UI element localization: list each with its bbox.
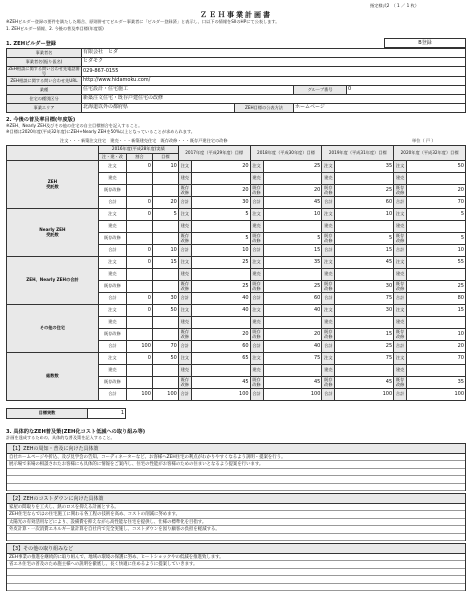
measure-box-3-line xyxy=(7,576,465,583)
target-value-cell: 10 xyxy=(407,245,466,257)
ratio-2016-cell: 0 xyxy=(127,161,153,173)
section-2-title: 2. 今後の普及率目標(年度版) xyxy=(6,117,76,123)
type-cell: 既存改修 xyxy=(394,329,407,341)
target-2016-cell xyxy=(152,173,178,185)
target-2016-cell: 15 xyxy=(152,257,178,269)
measure-box-3-title: 【3】その他の取り組みなど xyxy=(7,544,465,554)
type-cell: 既存改修 xyxy=(250,185,263,197)
type-cell: 合計 xyxy=(98,197,126,209)
group-label: Nearly ZEH 受託数 xyxy=(7,209,99,257)
type-cell: 建売 xyxy=(98,365,126,377)
type-cell: 合計 xyxy=(394,293,407,305)
ratio-2016-cell: 100 xyxy=(127,341,153,353)
measure-box-1-line: 自社ホームページや折込、及び見学会の告知、コーディネーターなど、お客様へZEH住宅の利点がわかりやすくなるよう説明・提案を行う。 xyxy=(7,454,465,461)
type-cell: 合計 xyxy=(394,389,407,401)
target-value-cell xyxy=(407,365,466,377)
targets-table xyxy=(6,145,466,401)
type-cell: 建売 xyxy=(394,269,407,281)
target-value-cell: 40 xyxy=(191,293,250,305)
type-cell: 建売 xyxy=(250,173,263,185)
measure-box-3-line xyxy=(7,584,465,591)
type-cell: 既存改修 xyxy=(322,329,335,341)
measure-box-2 xyxy=(6,493,466,541)
ratio-2016-cell xyxy=(127,233,153,245)
target-row xyxy=(7,257,466,269)
target-value-cell: 70 xyxy=(407,353,466,365)
type-cell: 建売 xyxy=(178,365,191,377)
type-cell: 注文 xyxy=(322,305,335,317)
target-value-cell: 5 xyxy=(191,209,250,221)
target-value-cell: 30 xyxy=(335,305,394,317)
type-cell: 合計 xyxy=(250,293,263,305)
target-value-cell: 100 xyxy=(407,389,466,401)
target-value-cell: 25 xyxy=(191,281,250,293)
year-2016-header: 2016年度(平成28年度)実績 xyxy=(98,146,178,154)
target-value-cell: 30 xyxy=(335,281,394,293)
label-area: 事業エリア xyxy=(7,104,82,113)
target-value-cell: 15 xyxy=(407,305,466,317)
year-2018-header: 2018年度（平成30年度）目標 xyxy=(250,146,322,161)
target-value-cell xyxy=(191,365,250,377)
form-number: 指定様式2 （ 1 ／ 1 枚） xyxy=(370,3,419,8)
type-cell: 注文 xyxy=(98,353,126,365)
measure-box-2-title: 【2】ZEHのコストダウンに向けた具体策 xyxy=(7,494,465,504)
type-cell: 注文 xyxy=(178,257,191,269)
target-value-cell: 55 xyxy=(407,257,466,269)
sub-header-target: 目標 xyxy=(152,154,178,161)
target-value-cell: 45 xyxy=(263,197,322,209)
target-value-cell: 25 xyxy=(335,185,394,197)
ratio-2016-cell xyxy=(127,329,153,341)
label-housing-type: 住宅の種別区分 xyxy=(7,95,82,104)
type-cell: 建売 xyxy=(98,317,126,329)
target-value-cell: 35 xyxy=(335,161,394,173)
target-value-cell: 15 xyxy=(263,245,322,257)
type-cell: 合計 xyxy=(178,197,191,209)
ratio-2016-cell: 0 xyxy=(127,209,153,221)
target-2016-cell: 5 xyxy=(152,209,178,221)
type-cell: 既存改修 xyxy=(98,233,126,245)
type-cell: 既存改修 xyxy=(178,329,191,341)
target-value-cell: 20 xyxy=(263,185,322,197)
target-row xyxy=(7,161,466,173)
type-cell: 合計 xyxy=(322,341,335,353)
measure-box-2-line: 太陽光の有効活用などにより、設備費を抑えながら高性能な住宅を提供し、仕様の標準化を目指す。 xyxy=(7,519,465,526)
type-cell: 合計 xyxy=(98,245,126,257)
target-value-cell: 20 xyxy=(191,161,250,173)
type-cell: 注文 xyxy=(250,257,263,269)
target-value-cell xyxy=(191,269,250,281)
target-value-cell: 35 xyxy=(407,377,466,389)
target-value-cell: 100 xyxy=(263,389,322,401)
target-value-cell xyxy=(407,221,466,233)
type-cell: 建売 xyxy=(394,317,407,329)
type-cell: 注文 xyxy=(394,209,407,221)
type-cell: 建売 xyxy=(322,365,335,377)
type-cell: 既存改修 xyxy=(322,377,335,389)
target-value-cell xyxy=(335,365,394,377)
year-2020-header: 2020年度（平成32年度）目標 xyxy=(394,146,466,161)
target-2016-cell: 20 xyxy=(152,197,178,209)
type-cell: 建売 xyxy=(250,221,263,233)
measure-box-2-line: 外皮計算・一次消費エネルギー量計算を自社内で完全実施し、コストダウンを図り顧客の負担を軽減する。 xyxy=(7,526,465,533)
value-phone: 029-867-0155 xyxy=(82,67,466,77)
page-indicator: （ 1 ／ 1 枚） xyxy=(393,3,419,8)
type-cell: 合計 xyxy=(250,197,263,209)
target-2016-cell: 50 xyxy=(152,305,178,317)
type-cell: 合計 xyxy=(322,389,335,401)
target-value-cell xyxy=(407,317,466,329)
type-cell: 建売 xyxy=(394,365,407,377)
value-area: 北海道以外の都府県 xyxy=(82,104,235,113)
type-cell: 既存改修 xyxy=(250,377,263,389)
type-cell: 合計 xyxy=(178,341,191,353)
target-2016-cell xyxy=(152,377,178,389)
type-cell: 合計 xyxy=(394,245,407,257)
target-value-cell: 40 xyxy=(263,305,322,317)
ratio-2016-cell: 0 xyxy=(127,305,153,317)
value-kana: ヒダモク xyxy=(82,58,466,67)
type-cell: 注文 xyxy=(250,305,263,317)
type-cell: 注文 xyxy=(178,161,191,173)
registration-badge: B登録 xyxy=(384,38,466,48)
section-2-note-2: ※目標は2020年度(平成32年度)にZEH+Nearly ZEHを50%以上となっていることが求められます。 xyxy=(6,129,195,134)
type-cell: 合計 xyxy=(394,197,407,209)
label-kana: 事業者名(振り仮名) xyxy=(7,58,82,67)
type-cell: 既存改修 xyxy=(98,329,126,341)
measure-box-2-line: ZEH住宅ならではの住宅施工に関わる各工程の技術を高め、コストの削減に努めます。 xyxy=(7,511,465,518)
section-3-title: 3. 具体的なZEH普及策(ZEH化コスト低減への取り組み等) xyxy=(6,429,146,435)
ratio-2016-cell xyxy=(127,221,153,233)
type-cell: 注文 xyxy=(394,353,407,365)
type-cell: 建売 xyxy=(178,221,191,233)
type-cell: 注文 xyxy=(178,209,191,221)
target-value-cell: 20 xyxy=(191,329,250,341)
type-cell: 注文 xyxy=(322,209,335,221)
page-title: ＺＥＨ事業計画書 xyxy=(200,11,272,19)
target-value-cell xyxy=(335,221,394,233)
target-value-cell: 50 xyxy=(407,161,466,173)
target-value-cell xyxy=(335,269,394,281)
target-value-cell: 40 xyxy=(263,341,322,353)
type-cell: 建売 xyxy=(322,221,335,233)
target-value-cell: 65 xyxy=(191,353,250,365)
ratio-2016-cell xyxy=(127,317,153,329)
group-label: ZEH、Nearly ZEHの合計 xyxy=(7,257,99,305)
target-value-cell xyxy=(335,317,394,329)
target-2016-cell xyxy=(152,281,178,293)
label-pub: ZEH目標の公表方法 xyxy=(235,104,294,113)
type-cell: 既存改修 xyxy=(178,281,191,293)
measure-box-3-line xyxy=(7,569,465,576)
measure-box-3 xyxy=(6,543,466,591)
type-cell: 建売 xyxy=(178,173,191,185)
target-value-cell: 80 xyxy=(407,293,466,305)
type-cell: 注文 xyxy=(98,161,126,173)
target-value-cell: 5 xyxy=(335,233,394,245)
target-value-cell: 20 xyxy=(407,185,466,197)
type-cell: 合計 xyxy=(322,293,335,305)
total-value: 1 xyxy=(88,409,126,419)
target-value-cell: 60 xyxy=(335,197,394,209)
measure-box-1-line xyxy=(7,484,465,491)
target-value-cell: 35 xyxy=(263,257,322,269)
target-value-cell: 25 xyxy=(191,257,250,269)
target-value-cell: 5 xyxy=(263,233,322,245)
target-value-cell: 10 xyxy=(263,209,322,221)
type-cell: 注文 xyxy=(322,161,335,173)
type-cell: 建売 xyxy=(98,173,126,185)
target-value-cell: 25 xyxy=(263,281,322,293)
target-value-cell: 45 xyxy=(191,377,250,389)
total-row xyxy=(6,408,126,419)
type-cell: 建売 xyxy=(322,317,335,329)
label-url: ZEH相談に関する問い合わせ先URL xyxy=(7,77,82,86)
type-cell: 建売 xyxy=(394,221,407,233)
type-cell: 合計 xyxy=(250,341,263,353)
target-2016-cell: 50 xyxy=(152,353,178,365)
type-cell: 既存改修 xyxy=(250,233,263,245)
type-cell: 合計 xyxy=(322,197,335,209)
value-url: http://www.hidamoku.com/ xyxy=(82,77,466,86)
type-cell: 注文 xyxy=(178,353,191,365)
type-cell: 合計 xyxy=(178,245,191,257)
target-2016-cell xyxy=(152,365,178,377)
ratio-2016-cell xyxy=(127,269,153,281)
value-group: 0 xyxy=(347,86,466,95)
target-2016-cell: 30 xyxy=(152,293,178,305)
target-value-cell: 20 xyxy=(191,185,250,197)
target-value-cell: 75 xyxy=(263,353,322,365)
target-2016-cell: 10 xyxy=(152,161,178,173)
type-cell: 既存改修 xyxy=(322,233,335,245)
ratio-2016-cell: 100 xyxy=(127,389,153,401)
type-cell: 既存改修 xyxy=(98,185,126,197)
builder-info-table xyxy=(6,48,466,113)
measure-box-1-line xyxy=(7,469,465,476)
type-cell: 既存改修 xyxy=(178,377,191,389)
target-value-cell: 20 xyxy=(263,329,322,341)
measure-box-3-line: ZEH事業の推進を継続的に取り組んで、地域の環境の保護に努め、ヒートショックやの低減を推進致します。 xyxy=(7,554,465,561)
target-row xyxy=(7,305,466,317)
target-value-cell: 75 xyxy=(335,353,394,365)
type-cell: 建売 xyxy=(98,269,126,281)
type-cell: 注文 xyxy=(98,209,126,221)
target-value-cell xyxy=(191,317,250,329)
type-cell: 注文 xyxy=(98,305,126,317)
group-label: ZEH 受託数 xyxy=(7,161,99,209)
type-cell: 合計 xyxy=(322,245,335,257)
type-cell: 既存改修 xyxy=(98,281,126,293)
target-value-cell: 100 xyxy=(335,389,394,401)
measure-box-1-title: 【1】ZEHの周知・普及に向けた具体策 xyxy=(7,444,465,454)
type-cell: 注文 xyxy=(250,161,263,173)
type-cell: 既存改修 xyxy=(250,329,263,341)
target-value-cell: 5 xyxy=(191,233,250,245)
ratio-2016-cell xyxy=(127,365,153,377)
type-cell: 合計 xyxy=(98,293,126,305)
type-cell: 合計 xyxy=(250,389,263,401)
ratio-2016-cell xyxy=(127,281,153,293)
type-cell: 建売 xyxy=(250,317,263,329)
total-label: 目標実数 xyxy=(7,409,88,419)
ratio-2016-cell: 0 xyxy=(127,353,153,365)
target-value-cell: 45 xyxy=(335,377,394,389)
type-cell: 既存改修 xyxy=(394,233,407,245)
target-value-cell xyxy=(407,173,466,185)
target-row xyxy=(7,209,466,221)
intro-note-2: 1. ZEHビルダー情報、2. 今後の普及率目標(年度版) xyxy=(6,26,104,31)
intro-note: ※ZEHビルダー登録の要件を満たした場合、原則併せてビルダー事業者に「ビルダー登録済」と表示し、口以下の情報をSIIのHPにて公表します。 xyxy=(6,19,280,24)
type-cell: 建売 xyxy=(394,173,407,185)
target-value-cell: 45 xyxy=(263,377,322,389)
type-cell: 注文 xyxy=(322,353,335,365)
type-cell: 建売 xyxy=(98,221,126,233)
target-value-cell xyxy=(263,365,322,377)
group-label: 総数数 xyxy=(7,353,99,401)
type-cell: 注文 xyxy=(250,353,263,365)
target-value-cell: 75 xyxy=(335,293,394,305)
year-2017-header: 2017年度（平成29年度）目標 xyxy=(178,146,250,161)
type-cell: 既存改修 xyxy=(394,281,407,293)
measure-box-1-line xyxy=(7,476,465,483)
target-value-cell: 100 xyxy=(191,389,250,401)
target-value-cell xyxy=(191,173,250,185)
type-cell: 建売 xyxy=(250,365,263,377)
target-value-cell xyxy=(263,221,322,233)
target-value-cell: 25 xyxy=(263,161,322,173)
type-cell: 建売 xyxy=(322,269,335,281)
targets-corner xyxy=(7,146,99,161)
target-value-cell xyxy=(263,317,322,329)
value-housing-type: 新築注文住宅・既存戸建住宅の改修 xyxy=(82,95,466,104)
unit-label: 単位（ 戸 ） xyxy=(412,138,436,143)
target-value-cell: 25 xyxy=(335,341,394,353)
type-cell: 合計 xyxy=(394,341,407,353)
type-cell: 既存改修 xyxy=(322,281,335,293)
type-cell: 既存改修 xyxy=(178,233,191,245)
target-value-cell: 30 xyxy=(191,197,250,209)
label-business: 業種 xyxy=(7,86,82,95)
type-legend: 注文・・・新築注文住宅 建売・・・新築建売住宅 既存改修・・・既存戸建住宅の改修 xyxy=(60,138,228,143)
type-cell: 既存改修 xyxy=(250,281,263,293)
type-cell: 建売 xyxy=(250,269,263,281)
target-2016-cell xyxy=(152,221,178,233)
section-1-title: 1. ZEHビルダー登録 xyxy=(6,41,56,47)
ratio-2016-cell xyxy=(127,173,153,185)
label-company: 事業者名 xyxy=(7,49,82,58)
target-value-cell xyxy=(263,269,322,281)
target-value-cell: 10 xyxy=(335,209,394,221)
ratio-2016-cell: 0 xyxy=(127,197,153,209)
type-cell: 既存改修 xyxy=(394,377,407,389)
target-value-cell xyxy=(335,173,394,185)
label-phone: ZEH相談に関する問い合わせ先電話番号 xyxy=(8,66,80,76)
section-2-note-1: ※ZEH、Nearly ZEH及びその他の住宅の自主目標割合を記入すること。 xyxy=(6,123,143,128)
type-cell: 建売 xyxy=(322,173,335,185)
target-2016-cell: 70 xyxy=(152,341,178,353)
target-value-cell xyxy=(407,269,466,281)
type-cell: 注文 xyxy=(250,209,263,221)
target-value-cell xyxy=(191,221,250,233)
target-value-cell: 20 xyxy=(407,341,466,353)
type-cell: 注文 xyxy=(394,257,407,269)
label-group: グループ番号 xyxy=(294,86,347,95)
target-value-cell: 10 xyxy=(191,245,250,257)
target-value-cell: 70 xyxy=(407,197,466,209)
ratio-2016-cell: 0 xyxy=(127,293,153,305)
type-cell: 合計 xyxy=(178,389,191,401)
type-cell: 既存改修 xyxy=(322,185,335,197)
target-value-cell: 60 xyxy=(191,341,250,353)
sub-header-ratio: 割合 xyxy=(127,154,153,161)
target-value-cell: 5 xyxy=(407,233,466,245)
target-2016-cell: 100 xyxy=(152,389,178,401)
type-cell: 注文 xyxy=(178,305,191,317)
ratio-2016-cell: 0 xyxy=(127,257,153,269)
measure-box-2-line xyxy=(7,534,465,541)
type-cell: 既存改修 xyxy=(178,185,191,197)
target-2016-cell xyxy=(152,317,178,329)
type-cell: 既存改修 xyxy=(394,185,407,197)
type-cell: 注文 xyxy=(394,161,407,173)
type-cell: 注文 xyxy=(98,257,126,269)
sub-header-type: 注・建・改 xyxy=(98,154,126,161)
target-2016-cell xyxy=(152,185,178,197)
group-label: その他の住宅 xyxy=(7,305,99,353)
type-cell: 建売 xyxy=(178,269,191,281)
value-company: 有限会社 ヒダ xyxy=(82,49,466,58)
target-value-cell: 25 xyxy=(407,281,466,293)
target-2016-cell xyxy=(152,233,178,245)
target-value-cell: 40 xyxy=(191,305,250,317)
type-cell: 合計 xyxy=(178,293,191,305)
ratio-2016-cell xyxy=(127,185,153,197)
target-value-cell: 60 xyxy=(263,293,322,305)
target-value-cell: 10 xyxy=(407,329,466,341)
measure-box-1-line: 展示場で来場の相談されたお客様にも具体的に情報をご案内し、住宅の性能がお客様のための住まいとなるよう提案を行います。 xyxy=(7,461,465,468)
target-value-cell: 45 xyxy=(335,257,394,269)
measure-box-1 xyxy=(6,443,466,491)
type-cell: 注文 xyxy=(322,257,335,269)
section-3-sub: 計画を達成するための、具体的な普及策を記入すること。 xyxy=(6,435,115,440)
value-business: 住宅設計・住宅施工 xyxy=(82,86,294,95)
target-row xyxy=(7,353,466,365)
target-value-cell: 15 xyxy=(335,245,394,257)
target-2016-cell: 10 xyxy=(152,245,178,257)
year-2019-header: 2019年度（平成31年度）目標 xyxy=(322,146,394,161)
target-value-cell: 5 xyxy=(407,209,466,221)
type-cell: 建売 xyxy=(178,317,191,329)
target-2016-cell xyxy=(152,329,178,341)
ratio-2016-cell xyxy=(127,377,153,389)
value-pub: ホームページ xyxy=(294,104,466,113)
measure-box-2-line: 家屋の間取りを工夫し、熱のロスを抑える計画とする。 xyxy=(7,504,465,511)
target-2016-cell xyxy=(152,269,178,281)
measure-box-3-line: 省エネ住宅の普及のため施主様への説明を徹底し、長く快適に住めるように提案していきます。 xyxy=(7,561,465,568)
type-cell: 既存改修 xyxy=(98,377,126,389)
target-value-cell xyxy=(263,173,322,185)
type-cell: 合計 xyxy=(98,341,126,353)
target-value-cell: 15 xyxy=(335,329,394,341)
type-cell: 合計 xyxy=(250,245,263,257)
type-cell: 合計 xyxy=(98,389,126,401)
type-cell: 注文 xyxy=(394,305,407,317)
ratio-2016-cell: 0 xyxy=(127,245,153,257)
